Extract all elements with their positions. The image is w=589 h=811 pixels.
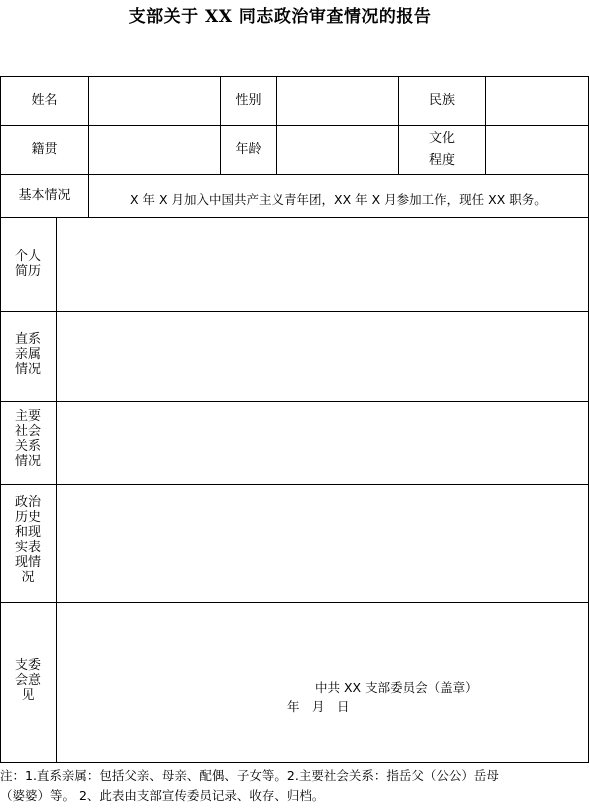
gender-label: 性别 [235,93,262,109]
native-place-label: 籍贯 [31,142,58,158]
notes-line2: （婆婆）等。 2、此表由支部宣传委员记录、收存、归档。 [0,788,325,803]
gender-value[interactable] [277,77,398,125]
age-value[interactable] [277,126,398,174]
education-label-line1: 文化 [428,131,455,146]
resume-content[interactable] [57,218,588,311]
notes [0,766,589,806]
political-history-content[interactable] [57,485,588,602]
family-label: 直系亲属情况 [14,332,41,377]
name-value[interactable] [89,77,220,125]
social-relations-content[interactable] [57,402,588,484]
document-title: 支部关于 XX 同志政治审查情况的报告 [128,7,432,27]
family-content[interactable] [57,312,588,401]
committee-date: 年 月 日 [287,699,350,714]
ethnicity-label: 民族 [428,93,455,109]
political-history-label: 政治历史和现实表现情况 [14,495,41,585]
committee-opinion-label: 支委会意见 [14,658,41,703]
education-value[interactable] [486,126,588,174]
native-place-value[interactable] [89,126,220,174]
political-review-form [0,76,589,763]
ethnicity-value[interactable] [486,77,588,125]
table-border-bottom [0,762,589,763]
education-label-line2: 程度 [428,153,455,168]
social-relations-label: 主要社会关系情况 [14,409,41,469]
name-label: 姓名 [31,93,58,109]
age-label: 年龄 [235,142,262,158]
notes-line1: 注：1.直系亲属：包括父亲、母亲、配偶、子女等。2.主要社会关系：指岳父（公公）岳母 [0,768,499,783]
committee-signature: 中共 XX 支部委员会（盖章） [315,680,478,695]
basic-info-label: 基本情况 [18,188,71,204]
education-label [399,126,485,174]
basic-info-value[interactable]: X 年 X 月加入中国共产主义青年团，XX 年 X 月参加工作，现任 XX 职务。 [130,192,547,207]
resume-label: 个人简历 [14,249,41,279]
